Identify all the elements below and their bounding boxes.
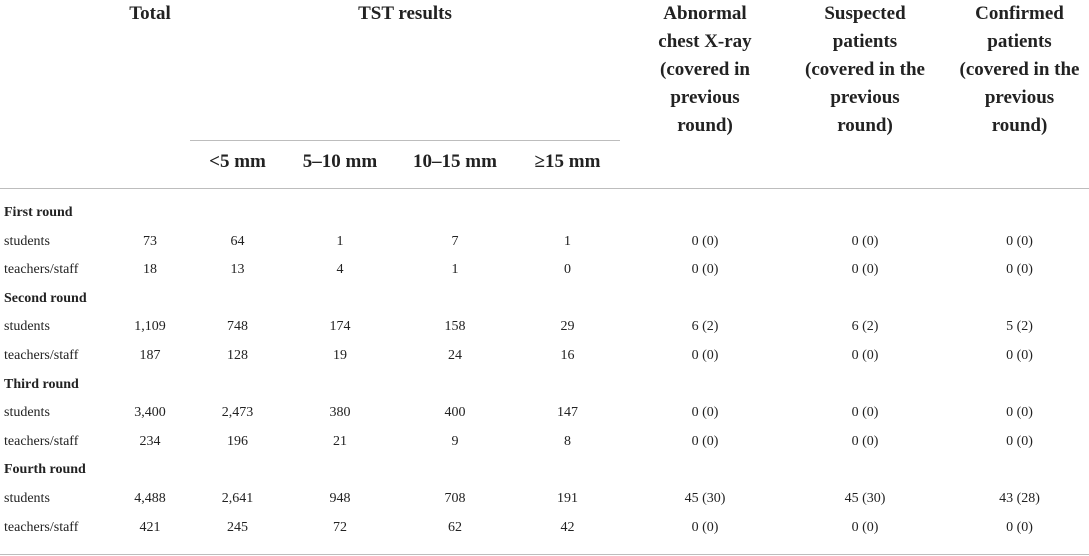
cell-total: 4,488	[134, 491, 166, 506]
row-label: teachers/staff	[4, 348, 79, 363]
cell-confirmed: 5 (2)	[1006, 319, 1033, 335]
cell-total: 73	[143, 233, 157, 249]
cell-suspected: 0 (0)	[851, 348, 879, 363]
row-label: teachers/staff	[4, 519, 79, 535]
header-confirmed: Confirmed patients (covered in the previous round)	[959, 3, 1080, 136]
cell-10-15: 9	[451, 433, 459, 449]
cell-10-15: 400	[444, 405, 466, 421]
cell-abnormal-xray: 0 (0)	[691, 405, 719, 421]
cell-total: 421	[139, 519, 161, 535]
cell-10-15: 158	[444, 319, 466, 335]
cell-total: 234	[139, 433, 161, 449]
subheader-ge15: ≥15 mm	[534, 151, 601, 172]
cell-5-10: 21	[333, 433, 347, 449]
cell-5-10: 1	[336, 233, 344, 249]
cell-suspected: 0 (0)	[851, 433, 879, 449]
row-label: teachers/staff	[4, 433, 79, 449]
cell-suspected: 0 (0)	[851, 233, 879, 249]
cell-10-15: 1	[451, 262, 459, 278]
cell-total: 1,109	[134, 319, 166, 335]
cell-lt5: 245	[227, 519, 248, 535]
cell-confirmed: 0 (0)	[1006, 519, 1033, 535]
row-label: students	[4, 319, 50, 335]
cell-abnormal-xray: 45 (30)	[684, 491, 726, 506]
subheader-5-10: 5–10 mm	[302, 151, 378, 172]
cell-ge15: 29	[560, 319, 575, 335]
row-label: students	[4, 491, 50, 506]
cell-abnormal-xray: 0 (0)	[691, 262, 719, 278]
cell-ge15: 147	[557, 405, 578, 421]
cell-lt5: 13	[230, 262, 245, 278]
subheader-10-15: 10–15 mm	[413, 151, 497, 172]
section-heading: First round	[4, 205, 73, 220]
cell-confirmed: 43 (28)	[999, 491, 1040, 506]
cell-lt5: 2,641	[221, 491, 254, 506]
cell-confirmed: 0 (0)	[1006, 405, 1033, 421]
table-bottom-rule	[0, 554, 1089, 555]
cell-lt5: 748	[227, 319, 248, 335]
row-label: teachers/staff	[4, 262, 79, 278]
cell-total: 3,400	[134, 405, 166, 421]
cell-suspected: 0 (0)	[851, 519, 879, 535]
cell-abnormal-xray: 0 (0)	[691, 233, 719, 249]
cell-abnormal-xray: 0 (0)	[691, 433, 719, 449]
cell-confirmed: 0 (0)	[1006, 348, 1033, 363]
cell-lt5: 2,473	[221, 405, 254, 421]
cell-5-10: 19	[333, 348, 347, 363]
cell-ge15: 1	[564, 233, 571, 249]
cell-abnormal-xray: 0 (0)	[691, 519, 719, 535]
header-bottom-rule	[0, 188, 1089, 189]
cell-confirmed: 0 (0)	[1006, 433, 1033, 449]
cell-5-10: 72	[333, 519, 347, 535]
cell-ge15: 191	[557, 491, 578, 506]
cell-lt5: 196	[227, 433, 248, 449]
cell-abnormal-xray: 6 (2)	[691, 319, 719, 335]
section-heading: Fourth round	[4, 462, 86, 478]
cell-suspected: 45 (30)	[844, 491, 886, 506]
subheader-lt5: <5 mm	[209, 151, 266, 172]
cell-confirmed: 0 (0)	[1006, 233, 1033, 249]
cell-10-15: 24	[448, 348, 462, 363]
cell-suspected: 0 (0)	[851, 405, 879, 421]
section-heading: Second round	[4, 290, 87, 306]
cell-5-10: 948	[329, 491, 351, 506]
cell-ge15: 16	[560, 348, 575, 363]
cell-lt5: 64	[230, 233, 245, 249]
cell-total: 18	[143, 262, 157, 278]
cell-confirmed: 0 (0)	[1006, 262, 1033, 278]
cell-suspected: 6 (2)	[851, 319, 879, 335]
cell-5-10: 380	[329, 405, 351, 421]
cell-10-15: 7	[451, 233, 459, 249]
header-total: Total	[129, 3, 171, 24]
header-suspected: Suspected patients (covered in the previous round)	[805, 3, 925, 136]
cell-ge15: 8	[564, 433, 571, 449]
header-abnormal-xray: Abnormal chest X-ray (covered in previous round)	[658, 3, 752, 136]
row-label: students	[4, 405, 50, 421]
cell-abnormal-xray: 0 (0)	[691, 348, 719, 363]
section-heading: Third round	[4, 376, 79, 392]
cell-lt5: 128	[227, 348, 248, 363]
cell-ge15: 0	[564, 262, 571, 278]
row-label: students	[4, 233, 50, 249]
tst-header-rule	[190, 140, 620, 141]
cell-total: 187	[139, 348, 161, 363]
cell-5-10: 174	[329, 319, 351, 335]
cell-10-15: 708	[444, 491, 466, 506]
cell-10-15: 62	[448, 519, 462, 535]
header-tst-results: TST results	[358, 3, 452, 24]
cell-suspected: 0 (0)	[851, 262, 879, 278]
cell-5-10: 4	[336, 262, 344, 278]
cell-ge15: 42	[560, 519, 575, 535]
